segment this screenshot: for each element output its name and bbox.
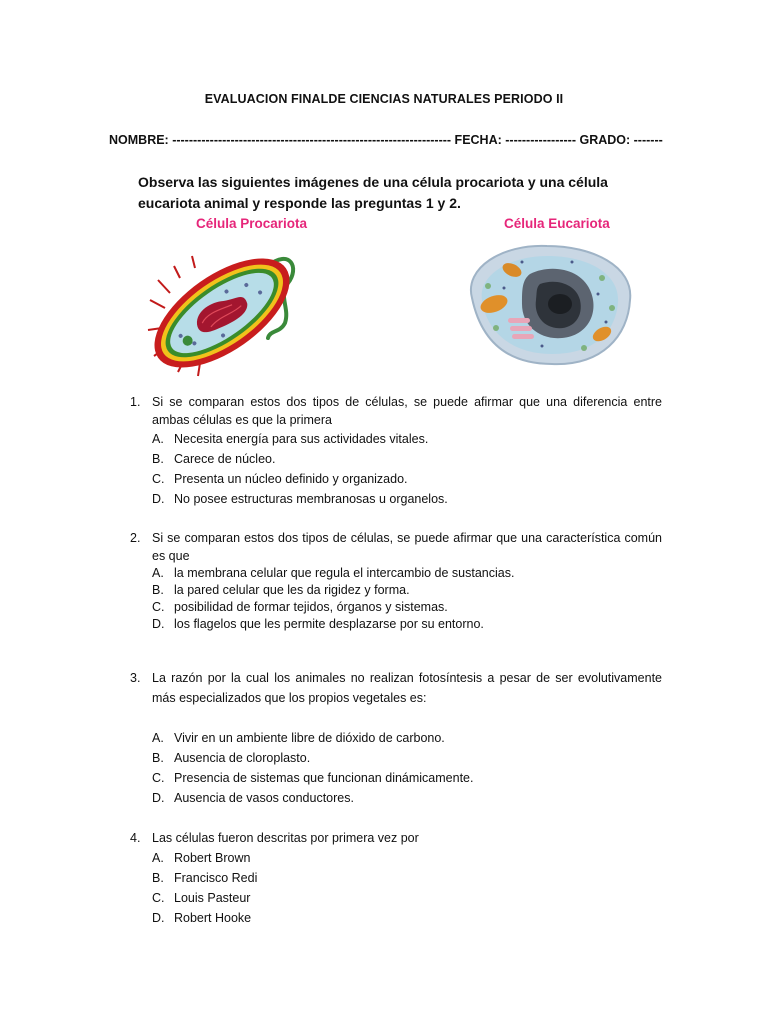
- option-letter: A.: [152, 432, 164, 446]
- option-text: Robert Hooke: [174, 911, 252, 925]
- prokaryote-cell-image: [140, 238, 305, 378]
- option-c[interactable]: [152, 768, 662, 788]
- option-letter: D.: [152, 617, 165, 631]
- question-stem: La razón por la cual los animales no realizan fotosíntesis a pesar de ser evolutivamente más especializados que los propios vegetales es:: [152, 671, 662, 705]
- option-text: Necesita energía para sus actividades vitales.: [174, 432, 429, 446]
- option-letter: A.: [152, 566, 164, 580]
- options-list: [152, 728, 662, 808]
- option-letter: C.: [152, 771, 165, 785]
- option-b[interactable]: [152, 582, 662, 599]
- option-letter: B.: [152, 871, 164, 885]
- option-letter: B.: [152, 583, 164, 597]
- option-text: Ausencia de cloroplasto.: [174, 751, 311, 765]
- option-text: Presencia de sistemas que funcionan dinámicamente.: [174, 771, 474, 785]
- option-letter: C.: [152, 600, 165, 614]
- option-text: Francisco Redi: [174, 871, 258, 885]
- option-b[interactable]: [152, 748, 662, 768]
- question-number: 1.: [130, 395, 141, 409]
- option-letter: B.: [152, 751, 164, 765]
- option-text: Ausencia de vasos conductores.: [174, 791, 354, 805]
- option-text: la membrana celular que regula el intercambio de sustancias.: [174, 566, 515, 580]
- option-letter: D.: [152, 911, 165, 925]
- question-stem: Si se comparan estos dos tipos de células, se puede afirmar que una diferencia entre ambas células es que la primera: [152, 395, 662, 427]
- option-text: los flagelos que les permite desplazarse por su entorno.: [174, 617, 484, 631]
- instructions: Observa las siguientes imágenes de una célula procariota y una célula eucariota animal y responde las preguntas 1 y 2.: [138, 174, 608, 211]
- option-d[interactable]: [152, 616, 662, 633]
- option-text: Carece de núcleo.: [174, 452, 276, 466]
- question-2: [130, 529, 662, 633]
- question-number: 2.: [130, 531, 141, 545]
- eukaryote-caption: Célula Eucariota: [504, 216, 610, 231]
- question-number: 3.: [130, 671, 141, 685]
- question-stem: Si se comparan estos dos tipos de células, se puede afirmar que una característica común es que: [152, 531, 662, 563]
- question-1: [130, 393, 662, 509]
- option-d[interactable]: [152, 788, 662, 808]
- options-list: [152, 429, 662, 509]
- student-info-line: NOMBRE: ------------------------------------------------------------------- FECHA: ----------------- GRADO: -------: [109, 133, 663, 147]
- prokaryote-caption: Célula Procariota: [196, 216, 308, 231]
- exam-title: EVALUACION FINALDE CIENCIAS NATURALES PERIODO II: [204, 92, 564, 106]
- option-text: Vivir en un ambiente libre de dióxido de carbono.: [174, 731, 445, 745]
- option-text: Presenta un núcleo definido y organizado.: [174, 472, 408, 486]
- option-b[interactable]: [152, 449, 662, 469]
- option-text: Robert Brown: [174, 851, 251, 865]
- question-3: [130, 668, 662, 808]
- option-c[interactable]: [152, 888, 662, 908]
- option-a[interactable]: [152, 848, 662, 868]
- eukaryote-cell-image: [452, 238, 638, 370]
- option-letter: C.: [152, 472, 165, 486]
- option-a[interactable]: [152, 565, 662, 582]
- question-4: [130, 829, 662, 928]
- option-letter: B.: [152, 452, 164, 466]
- option-b[interactable]: [152, 868, 662, 888]
- option-letter: D.: [152, 791, 165, 805]
- option-c[interactable]: [152, 469, 662, 489]
- option-d[interactable]: [152, 489, 662, 509]
- options-list: [152, 848, 662, 928]
- option-a[interactable]: [152, 429, 662, 449]
- option-letter: C.: [152, 891, 165, 905]
- question-number: 4.: [130, 831, 141, 845]
- option-d[interactable]: [152, 908, 662, 928]
- option-letter: A.: [152, 731, 164, 745]
- option-letter: D.: [152, 492, 165, 506]
- option-text: posibilidad de formar tejidos, órganos y sistemas.: [174, 600, 448, 614]
- option-text: No posee estructuras membranosas u organelos.: [174, 492, 448, 506]
- option-c[interactable]: [152, 599, 662, 616]
- option-a[interactable]: [152, 728, 662, 748]
- option-text: Louis Pasteur: [174, 891, 251, 905]
- option-letter: A.: [152, 851, 164, 865]
- option-text: la pared celular que les da rigidez y forma.: [174, 583, 410, 597]
- question-stem: Las células fueron descritas por primera vez por: [152, 831, 419, 845]
- options-list: [152, 565, 662, 633]
